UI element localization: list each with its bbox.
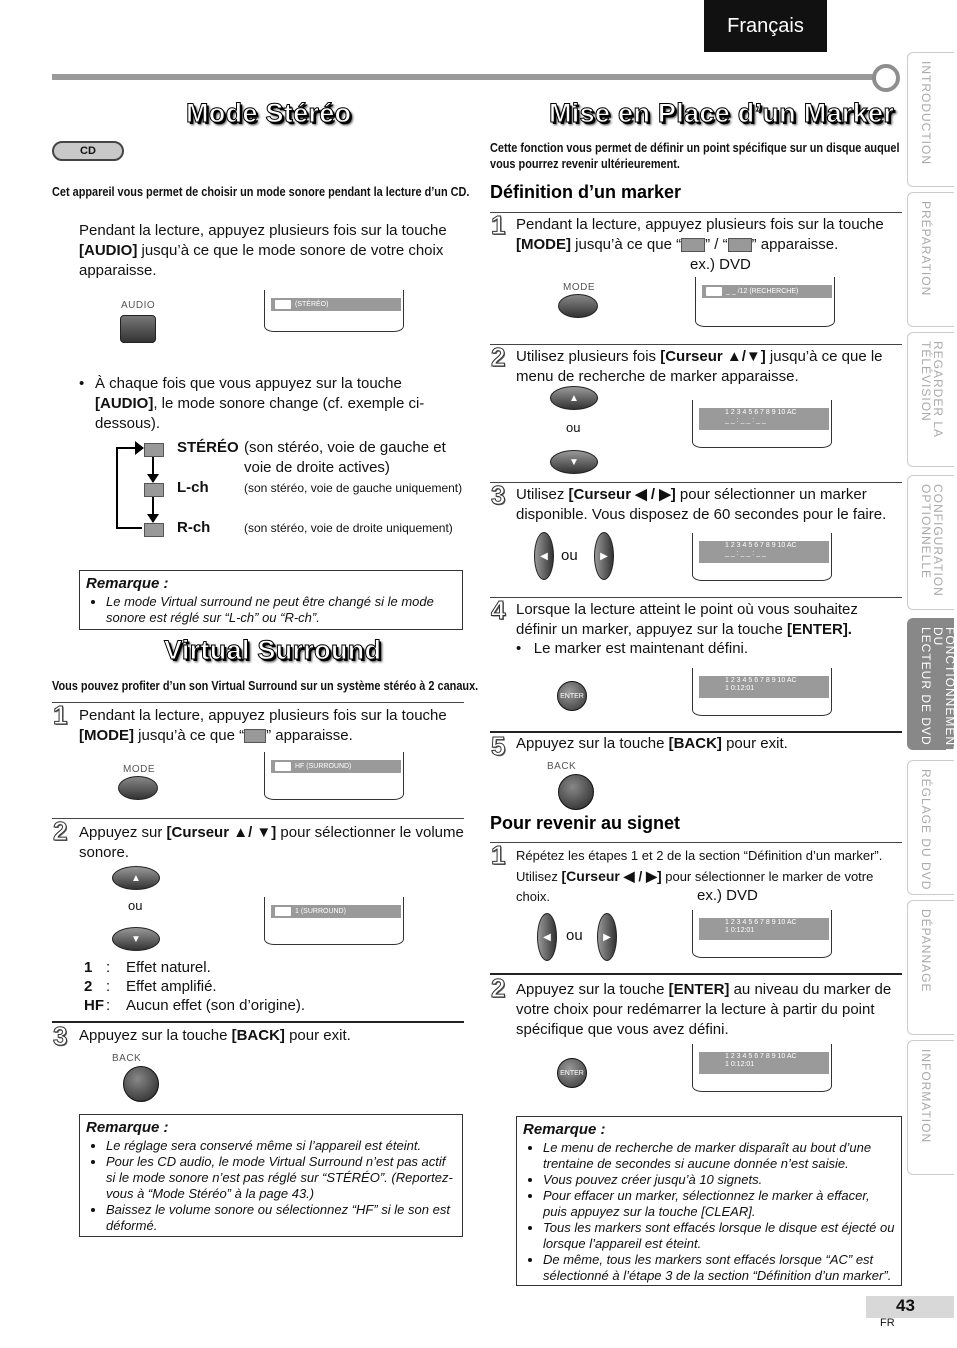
- chapter-icon: [681, 238, 705, 252]
- surround-icon: [275, 762, 291, 771]
- surround-icon: [275, 907, 291, 916]
- surround-intro: Vous pouvez profiter d’un son Virtual Surround sur un système stéréo à 2 canaux.: [52, 678, 479, 693]
- ou-label: ou: [566, 420, 581, 435]
- note-item: • Le réglage sera conservé même si l’appareil est éteint.: [106, 1138, 456, 1154]
- marker-step4: Lorsque la lecture atteint le point où vous souhaitez définir un marker, appuyez sur la touche [ENTER].: [516, 601, 858, 638]
- back-button-label: BACK: [547, 761, 577, 772]
- level-item: HF : Aucun effet (son d’origine).: [84, 997, 305, 1014]
- note-title: Remarque :: [86, 1119, 169, 1136]
- step-number-1: 1: [53, 700, 68, 730]
- stereo-title: Mode Stéréo: [186, 98, 352, 128]
- stereo-osd-screen: [264, 290, 404, 332]
- back-button-label: BACK: [112, 1053, 142, 1064]
- level-list: [84, 958, 464, 1015]
- lch-icon: [144, 483, 164, 497]
- right-arrow-button[interactable]: ▶: [594, 532, 614, 580]
- search-osd-screen: [695, 277, 835, 327]
- marker-step1: Pendant la lecture, appuyez plusieurs fois sur la touche [MODE] jusqu’à ce que “ ” / “ ” apparaisse.: [516, 216, 884, 253]
- step-number-5: 5: [491, 731, 506, 761]
- surround-note: [79, 1114, 463, 1237]
- step-rule: [490, 597, 902, 598]
- ou-label: ou: [566, 927, 583, 944]
- note-item: • Pour les CD audio, le mode Virtual Surround n’est pas actif si le mode sonore n’est pas réglé sur “STÉRÉO”. (Reportez-vous à “Mode Stéréo” à la page 43.): [106, 1154, 456, 1202]
- step-rule: [490, 482, 902, 483]
- down-arrow-button[interactable]: ▼: [550, 450, 598, 474]
- chapter-icon: [706, 287, 722, 296]
- sidebar-tab-label: REGARDER LA TÉLÉVISION: [919, 341, 945, 439]
- audio-button[interactable]: [120, 315, 156, 343]
- marker-step4-bullet: • Le marker est maintenant défini.: [516, 640, 749, 657]
- sidebar-tab-2[interactable]: [907, 192, 954, 327]
- stereo-bullet: • À chaque fois que vous appuyez sur la touche [AUDIO], le mode sonore change (cf. exemple ci-dessous).: [79, 375, 425, 432]
- level-item: 2 : Effet amplifié.: [84, 978, 217, 995]
- page-lang: FR: [880, 1317, 895, 1329]
- surround-step3: Appuyez sur la touche [BACK] pour exit.: [79, 1027, 351, 1044]
- ou-label: ou: [128, 898, 143, 913]
- marker-note: [516, 1116, 902, 1286]
- marker-osd-screen-5: [692, 1044, 832, 1092]
- step-number-4: 4: [491, 595, 506, 625]
- mode-desc-lch: (son stéréo, voie de gauche uniquement): [244, 481, 463, 495]
- note-item: • Le menu de recherche de marker disparaît au bout d’une trentaine de secondes si aucune donnée n’est saisie.: [543, 1140, 895, 1172]
- marker-osd: 1 2 3 4 5 6 7 8 9 10 AC _ _ : _ _ : _ _: [699, 408, 829, 430]
- sidebar-tab-8[interactable]: [907, 1040, 954, 1175]
- surround-osd-screen-2: [264, 897, 404, 945]
- step-rule: [490, 731, 902, 733]
- marker-osd-screen-1: [692, 400, 832, 448]
- level-item: 1 : Effet naturel.: [84, 959, 211, 976]
- sidebar-tab-label: FONCTIONNEMENT DU LECTEUR DE DVD: [919, 627, 957, 755]
- up-arrow-button[interactable]: ▲: [112, 866, 160, 890]
- step-rule: [490, 344, 902, 345]
- back-button[interactable]: [123, 1066, 159, 1102]
- header-circle: [872, 64, 900, 92]
- cd-badge: CD: [52, 141, 124, 161]
- note-item: • Pour effacer un marker, sélectionnez le marker à effacer, puis appuyez sur la touche [CLEAR].: [543, 1188, 895, 1220]
- up-arrow-button[interactable]: ▲: [550, 386, 598, 410]
- sidebar-tab-5[interactable]: [907, 618, 957, 755]
- return-title: Pour revenir au signet: [490, 813, 681, 833]
- surround-osd-2: 1 (SURROUND): [271, 905, 401, 918]
- surround-icon: [244, 729, 266, 743]
- mode-name-stereo: STÉRÉO: [177, 439, 239, 456]
- mode-row-stereo: [144, 441, 164, 459]
- left-arrow-button[interactable]: ◀: [537, 913, 557, 961]
- marker-osd: 1 2 3 4 5 6 7 8 9 10 AC 1 0:12:01: [699, 918, 829, 940]
- return-step2: Appuyez sur la touche [ENTER] au niveau du marker de votre choix pour redémarrer la lecture à partir du point spécifique que vous avez défini.: [516, 981, 892, 1038]
- step-number-2: 2: [491, 973, 506, 1003]
- sidebar-tab-label: PRÉPARATION: [919, 201, 933, 297]
- marker-title: Mise en Place d’un Marker: [549, 98, 895, 128]
- mode-button[interactable]: [118, 776, 158, 800]
- mode-button[interactable]: [558, 294, 598, 318]
- marker-osd: 1 2 3 4 5 6 7 8 9 10 AC 1 0:12:01: [699, 1052, 829, 1074]
- sidebar-tab-label: INFORMATION: [919, 1049, 933, 1144]
- audio-icon: [275, 300, 291, 309]
- rch-icon: [144, 523, 164, 537]
- ou-label: ou: [561, 547, 578, 564]
- right-arrow-button[interactable]: ▶: [597, 913, 617, 961]
- marker-osd-screen-2: [692, 533, 832, 581]
- sidebar-tab-4[interactable]: [907, 475, 954, 610]
- marker-intro: Cette fonction vous permet de définir un point spécifique sur un disque auquel vous pourrez revenir ultérieurement.: [490, 140, 900, 171]
- title-icon: [728, 238, 752, 252]
- note-item: • De même, tous les markers sont effacés lorsque “AC” est sélectionné à l’étape 3 de la section “Définition d’un marker”.: [543, 1252, 895, 1284]
- surround-title: Virtual Surround: [164, 635, 382, 665]
- sidebar-tab-label: DÉPANNAGE: [919, 909, 933, 993]
- stereo-step: Pendant la lecture, appuyez plusieurs fois sur la touche [AUDIO] jusqu’à ce que le mode sonore de votre choix apparaisse.: [79, 222, 447, 279]
- note-title: Remarque :: [86, 575, 169, 592]
- enter-button[interactable]: ENTER: [557, 681, 587, 711]
- marker-step3: Utilisez [Curseur ◀ / ▶] pour sélectionner un marker disponible. Vous disposez de 60 secondes pour le faire.: [516, 486, 887, 523]
- step-rule: [52, 818, 464, 819]
- step-rule: [490, 973, 902, 975]
- surround-osd-1: HF (SURROUND): [271, 760, 401, 773]
- sidebar-tab-1[interactable]: [907, 52, 954, 187]
- step-number-2: 2: [491, 342, 506, 372]
- note-item: • Baissez le volume sonore ou sélectionnez “HF” si le son est déformé.: [106, 1202, 456, 1234]
- sidebar-tab-6[interactable]: [907, 760, 954, 895]
- mode-button-label: MODE: [123, 764, 155, 775]
- cycle-line-left: [116, 447, 118, 527]
- stereo-osd: (STÉRÉO): [271, 298, 401, 311]
- return-step1: Répétez les étapes 1 et 2 de la section “Définition d’un marker”. Utilisez [Curseur ◀ / ▶] pour sélectionner le marker de votre choix.: [516, 848, 883, 904]
- marker-osd: 1 2 3 4 5 6 7 8 9 10 AC _ _ : _ _ : _ _: [699, 541, 829, 563]
- step-number-1: 1: [491, 840, 506, 870]
- sidebar-tab-label: RÉGLAGE DU DVD: [919, 769, 933, 891]
- sidebar-tab-label: INTRODUCTION: [919, 61, 933, 165]
- step-rule: [52, 702, 464, 703]
- step-rule: [490, 212, 902, 213]
- sidebar-tab-label: CONFIGURATION OPTIONNELLE: [919, 484, 945, 597]
- sidebar-tab-3[interactable]: [907, 332, 954, 467]
- marker-osd-screen-3: [692, 668, 832, 716]
- surround-osd-screen-1: [264, 752, 404, 800]
- mode-desc-rch: (son stéréo, voie de droite uniquement): [244, 521, 453, 535]
- enter-button[interactable]: ENTER: [557, 1058, 587, 1088]
- mode-desc-stereo: (son stéréo, voie de gauche et voie de droite actives): [244, 439, 446, 476]
- note-item: • Vous pouvez créer jusqu’à 10 signets.: [543, 1172, 895, 1188]
- marker-osd-screen-4: [692, 910, 832, 958]
- sidebar-tab-7[interactable]: [907, 900, 954, 1035]
- mode-row-lch: [144, 481, 164, 499]
- step-number-1: 1: [491, 210, 506, 240]
- back-button[interactable]: [558, 774, 594, 810]
- search-osd: _ _ /12 (RECHERCHE): [702, 285, 832, 298]
- definition-title: Définition d’un marker: [490, 182, 682, 202]
- step-number-2: 2: [53, 816, 68, 846]
- example-dvd-label: ex.) DVD: [690, 256, 751, 273]
- left-arrow-button[interactable]: ◀: [534, 532, 554, 580]
- down-arrow-button[interactable]: ▼: [112, 927, 160, 951]
- note-item: • Le mode Virtual surround ne peut être changé si le mode sonore est réglé sur “L-ch” ou “R-ch”.: [106, 594, 456, 626]
- surround-step2: Appuyez sur [Curseur ▲/ ▼] pour sélectionner le volume sonore.: [79, 824, 464, 861]
- marker-step5: Appuyez sur la touche [BACK] pour exit.: [516, 735, 788, 752]
- audio-button-label: AUDIO: [121, 300, 156, 311]
- cycle-arrow-in: [135, 441, 144, 455]
- example-dvd-label: ex.) DVD: [697, 887, 758, 904]
- marker-osd: 1 2 3 4 5 6 7 8 9 10 AC 1 0:12:01: [699, 676, 829, 698]
- step-rule: [52, 1021, 464, 1023]
- page-number: 43: [896, 1296, 915, 1315]
- step-number-3: 3: [491, 480, 506, 510]
- stereo-icon: [144, 443, 164, 457]
- marker-step2: Utilisez plusieurs fois [Curseur ▲/▼] jusqu’à ce que le menu de recherche de marker apparaisse.: [516, 348, 883, 385]
- stereo-note: [79, 570, 463, 630]
- stereo-intro: Cet appareil vous permet de choisir un mode sonore pendant la lecture d’un CD.: [52, 184, 470, 199]
- note-title: Remarque :: [523, 1121, 606, 1138]
- mode-button-label: MODE: [563, 282, 595, 293]
- header-rule: [52, 74, 874, 80]
- step-rule: [490, 842, 902, 843]
- surround-step1: Pendant la lecture, appuyez plusieurs fois sur la touche [MODE] jusqu’à ce que “ ” apparaisse.: [79, 707, 447, 744]
- cycle-line-bottom: [116, 527, 142, 529]
- mode-name-lch: L-ch: [177, 479, 209, 496]
- step-number-3: 3: [53, 1021, 68, 1051]
- note-item: • Tous les markers sont effacés lorsque le disque est éjecté ou lorsque l’appareil est éteint.: [543, 1220, 895, 1252]
- language-tab: Français: [704, 0, 827, 52]
- mode-row-rch: [144, 521, 164, 539]
- mode-name-rch: R-ch: [177, 519, 211, 536]
